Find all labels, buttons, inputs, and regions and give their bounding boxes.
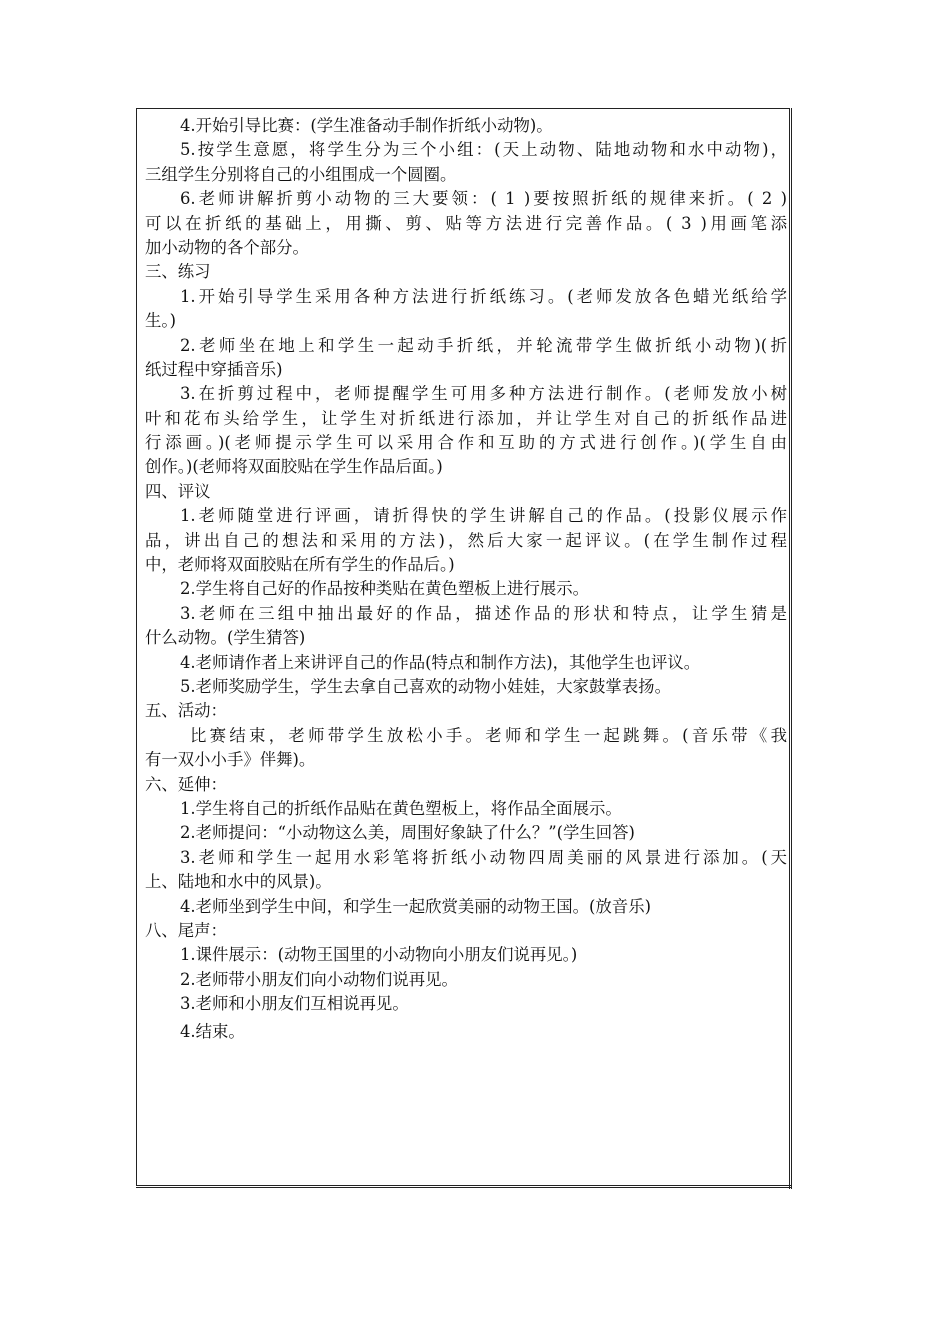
section-heading: 四、评议 (145, 481, 211, 501)
text-line: 4.老师请作者上来讲评自己的作品(特点和制作方法)，其他学生也评议。 (180, 652, 701, 672)
text-line: 3.老师和学生一起用水彩笔将折纸小动物四周美丽的风景进行添加。(天 (180, 847, 787, 867)
text-line: 6.老师讲解折剪小动物的三大要领：( 1 )要按照折纸的规律来折。( 2 ) (180, 189, 787, 209)
text-line: 纸过程中穿插音乐) (145, 359, 283, 379)
table-double-border-right (789, 108, 792, 1189)
text-line: 加小动物的各个部分。 (145, 237, 309, 257)
text-line: 比赛结束，老师带学生放松小手。老师和学生一起跳舞。(音乐带《我 (190, 725, 787, 745)
text-line: 2.老师提问：“小动物这么美，周围好象缺了什么？”(学生回答) (180, 823, 635, 843)
text-line: 行添画。)(老师提示学生可以采用合作和互助的方式进行创作。)(学生自由 (145, 433, 787, 453)
text-line: 5.按学生意愿，将学生分为三个小组：(天上动物、陆地动物和水中动物)， (180, 140, 787, 160)
text-line: 上、陆地和水中的风景)。 (145, 872, 332, 892)
table-double-border-bottom (136, 1185, 792, 1188)
text-line: 什么动物。(学生猜答) (145, 628, 306, 648)
text-line: 1.老师随堂进行评画，请折得快的学生讲解自己的作品。(投影仪展示作 (180, 506, 787, 526)
text-line: 2.老师坐在地上和学生一起动手折纸，并轮流带学生做折纸小动物)(折 (180, 335, 787, 355)
text-line: 中，老师将双面胶贴在所有学生的作品后。) (145, 555, 455, 575)
text-line: 4.结束。 (180, 1022, 245, 1042)
text-line: 3.老师在三组中抽出最好的作品，描述作品的形状和特点，让学生猜是 (180, 603, 787, 623)
text-line: 4.开始引导比赛：(学生准备动手制作折纸小动物)。 (180, 116, 553, 135)
text-line: 生。) (145, 311, 176, 331)
text-line: 1.课件展示：(动物王国里的小动物向小朋友们说再见。) (180, 945, 578, 965)
lesson-plan-text (145, 114, 787, 1045)
text-line: 2.学生将自己好的作品按种类贴在黄色塑板上进行展示。 (180, 579, 590, 599)
text-line: 4.老师坐到学生中间，和学生一起欣赏美丽的动物王国。(放音乐) (180, 896, 651, 916)
section-heading: 五、活动： (145, 701, 227, 721)
text-line: 叶和花布头给学生，让学生对折纸进行添加，并让学生对自己的折纸作品进 (145, 408, 787, 428)
text-line: 创作。)(老师将双面胶贴在学生作品后面。) (145, 457, 443, 477)
text-line: 5.老师奖励学生，学生去拿自己喜欢的动物小娃娃，大家鼓掌表扬。 (180, 676, 671, 696)
text-line: 品，讲出自己的想法和采用的方法)，然后大家一起评议。(在学生制作过程 (145, 530, 787, 550)
text-line: 三组学生分别将自己的小组围成一个圆圈。 (145, 164, 457, 184)
section-heading: 三、练习 (145, 262, 211, 282)
text-line: 2.老师带小朋友们向小动物们说再见。 (180, 969, 458, 989)
text-line: 3.老师和小朋友们互相说再见。 (180, 994, 409, 1014)
text-line: 1.学生将自己的折纸作品贴在黄色塑板上，将作品全面展示。 (180, 798, 622, 818)
section-heading: 八、尾声： (145, 920, 227, 940)
text-line: 1.开始引导学生采用各种方法进行折纸练习。(老师发放各色蜡光纸给学 (180, 286, 787, 306)
text-line: 可以在折纸的基础上，用撕、剪、贴等方法进行完善作品。( 3 )用画笔添 (145, 213, 787, 233)
text-line: 3.在折剪过程中，老师提醒学生可用多种方法进行制作。(老师发放小树 (180, 384, 787, 404)
section-heading: 六、延伸： (145, 774, 227, 794)
text-line: 有一双小小手》伴舞)。 (145, 750, 316, 770)
